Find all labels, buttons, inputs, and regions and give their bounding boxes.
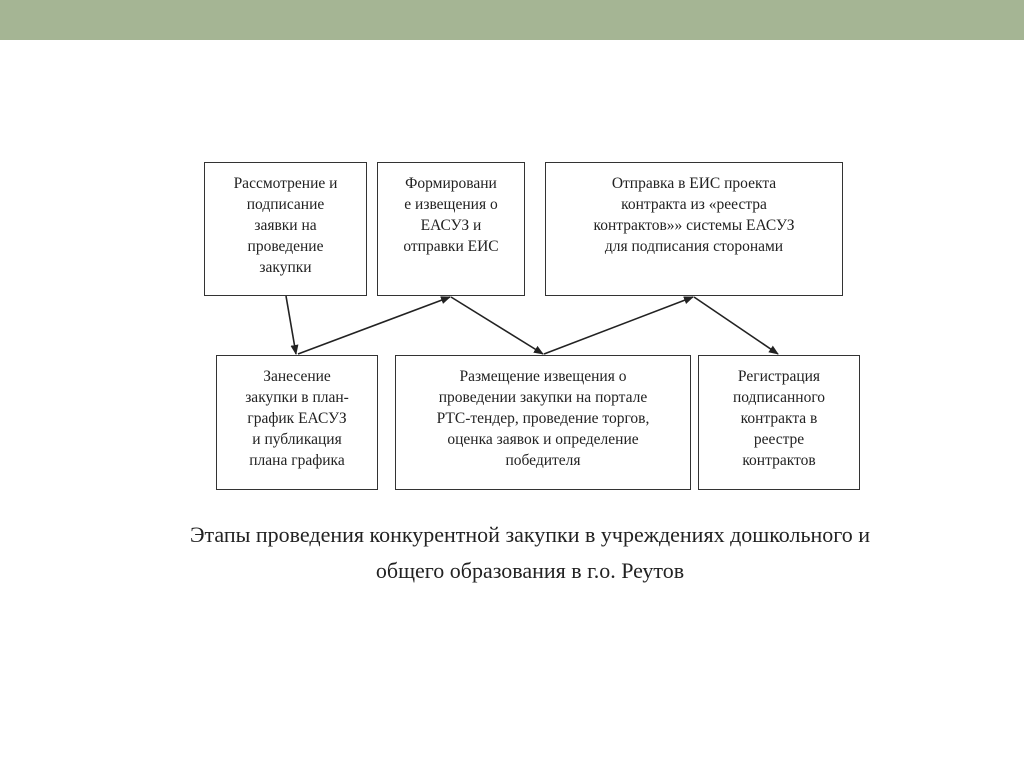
diagram-caption: [80, 517, 980, 589]
caption-line: общего образования в г.о. Реутов: [375, 558, 685, 583]
box-line: для подписания сторонами: [604, 238, 784, 255]
box-line: реестре: [753, 431, 805, 448]
box-placement: [395, 355, 691, 490]
box-line: заявки на: [254, 217, 317, 234]
box-line: Регистрация: [737, 368, 821, 385]
box-registration: [698, 355, 860, 490]
box-line: контрактов»» системы ЕАСУЗ: [593, 217, 795, 234]
box-line: ЕАСУЗ и: [420, 217, 482, 234]
box-line: Рассмотрение и: [233, 175, 338, 192]
box-line: контрактов: [742, 452, 816, 469]
box-line: проведение: [247, 238, 324, 255]
box-form-notice: [377, 162, 525, 296]
box-line: закупки: [259, 259, 312, 276]
top-header-band: [0, 0, 1024, 40]
box-line: и публикация: [252, 431, 342, 448]
box-line: контракта из «реестра: [621, 196, 767, 213]
box-line: плана графика: [249, 452, 345, 469]
box-send-contract: [545, 162, 843, 296]
box-line: закупки в план-: [245, 389, 349, 406]
box-line: подписанного: [732, 389, 826, 406]
box-line: контракта в: [740, 410, 818, 427]
box-line: отправки ЕИС: [403, 238, 499, 255]
box-review-application: [204, 162, 367, 296]
box-line: оценка заявок и определение: [447, 431, 639, 448]
box-line: Отправка в ЕИС проекта: [611, 175, 777, 192]
box-line: победителя: [505, 452, 581, 469]
box-line: РТС-тендер, проведение торгов,: [436, 410, 650, 427]
box-line: Занесение: [263, 368, 331, 385]
box-line: график ЕАСУЗ: [247, 410, 347, 427]
box-line: подписание: [246, 196, 325, 213]
box-line: е извещения о: [404, 196, 498, 213]
box-line: Формировани: [405, 175, 497, 192]
caption-line: Этапы проведения конкурентной закупки в учреждениях дошкольного и: [189, 522, 871, 547]
box-line: проведении закупки на портале: [438, 389, 648, 406]
box-plan-schedule: [216, 355, 378, 490]
box-line: Размещение извещения о: [459, 368, 627, 385]
